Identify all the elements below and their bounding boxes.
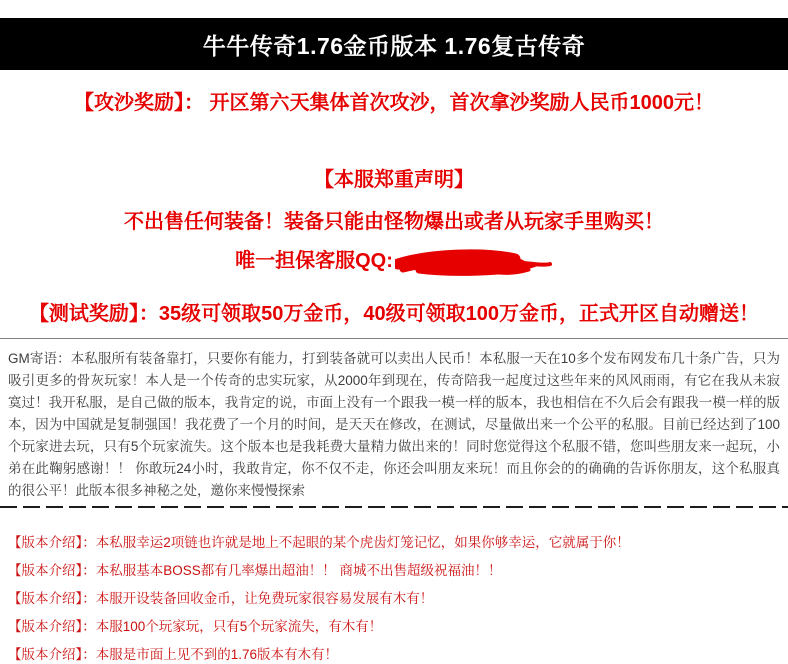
page-title: 牛牛传奇1.76金币版本 1.76复古传奇 [202,32,586,59]
gm-message: GM寄语：本私服所有装备靠打，只要你有能力，打到装备就可以卖出人民币！本私服一天在10多个发布网发布几十条广告，只为吸引更多的骨灰玩家！本人是一个传奇的忠实玩家，从2000年到现在，传奇陪我一起度过这些年来的风风雨雨，有它在我从未寂寞过！我开私服，是自己做的版本，我肯定的说，市面上没有一个跟我一模一样的版本，我也相信在不久后会有跟我一模一样的版本，因为中国就是复制强国！我花费了一个月的时间，是天天在修改，在测试，尽量做出来一个公平的私服。目前已经达到了100个玩家进去玩，只有5个玩家流失。这个版本也是我耗费大量精力做出来的！同时您觉得这个私服不错，您叫些朋友来一起玩，小弟在此鞠躬感谢！！ 你敢玩24小时，我敢肯定，你不仅不走，你还会叫朋友来玩！而且你会的的确确的告诉你朋友，这个私服真的很公平！此版本很多神秘之处，邀你来慢慢探索 [8,351,780,498]
section-divider [0,338,788,339]
test-reward-announcement: 【测试奖励】：35级可领取50万金币，40级可领取100万金币，正式开区自动赠送！ [28,303,760,325]
version-intro-item: 【版本介绍】：本私服基本BOSS都有几率爆出超油！！ 商城不出售超级祝福油！！ [8,563,502,578]
dashed-divider [0,506,788,508]
title-banner [0,18,788,70]
version-intro-item: 【版本介绍】：本服100个玩家玩，只有5个玩家流失，有木有！ [8,619,383,634]
version-intro-item: 【版本介绍】：本服开设装备回收金币，让免费玩家很容易发展有木有！ [8,591,434,606]
support-qq-line [0,247,788,275]
statement-body: 不出售任何装备！装备只能由怪物爆出或者从玩家手里购买！ [124,211,664,233]
version-intro-item: 【版本介绍】：本服是市面上见不到的1.76版本有木有！ [8,647,339,662]
support-qq-label: 唯一担保客服QQ: [235,250,393,272]
sand-reward-announcement: 【攻沙奖励】： 开区第六天集体首次攻沙，首次拿沙奖励人民币1000元！ [73,92,715,114]
version-intro-item: 【版本介绍】：本私服幸运2项链也许就是地上不起眼的某个虎齿灯笼记忆，如果你够幸运，它就属于你！ [8,535,630,550]
version-intro-list [8,535,780,662]
statement-title: 【本服郑重声明】 [314,169,474,191]
red-scribble-icon [395,249,553,277]
